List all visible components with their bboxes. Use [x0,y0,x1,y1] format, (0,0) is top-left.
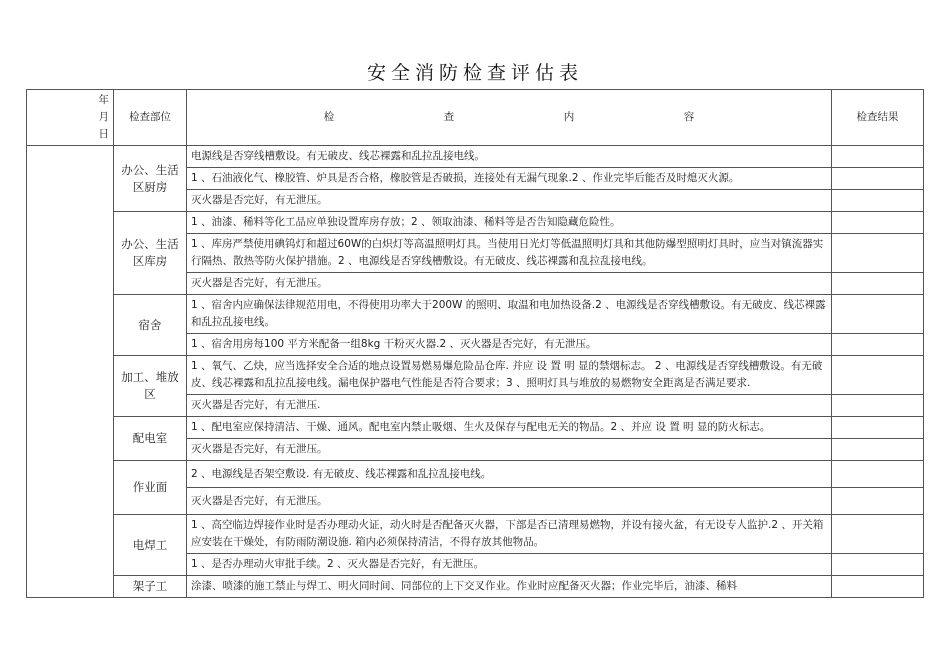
check-item: 1 、石油液化气、橡胶管、炉具是否合格，橡胶管是否破损，连接处有无漏气现象.2 、作业完毕后能否及时熄灭火源。 [187,168,832,190]
result-cell[interactable] [832,168,924,190]
result-header: 检查结果 [832,90,924,146]
result-cell[interactable] [832,334,924,356]
table-row [27,295,924,334]
dept-cell: 电焊工 [114,515,187,576]
result-cell[interactable] [832,576,924,598]
result-cell[interactable] [832,461,924,488]
check-item: 灭火器是否完好，有无泄压。 [187,488,832,515]
content-header: 检 查 内 容 [187,90,832,146]
result-cell[interactable] [832,212,924,234]
check-item: 涂漆、喷漆的施工禁止与焊工、明火同时间、同部位的上下交叉作业。作业时应配备灭火器；作业完毕后，油漆、稀料 [187,576,832,598]
result-cell[interactable] [832,439,924,461]
dept-cell: 办公、生活区库房 [114,212,187,295]
table-row [27,576,924,598]
inspection-table [26,89,924,598]
date-header [27,90,114,146]
check-item: 1 、是否办理动火审批手续。2 、灭火器是否完好，有无泄压。 [187,554,832,576]
dept-header: 检查部位 [114,90,187,146]
month-label: 月 [98,111,109,123]
result-cell[interactable] [832,515,924,554]
result-cell[interactable] [832,356,924,395]
check-item: 1 、配电室应保持清洁、干燥、通风。配电室内禁止吸烟、生火及保存与配电无关的物品。2 、并应 设 置 明 显的防火标志。 [187,417,832,439]
table-row [27,417,924,439]
dept-cell: 架子工 [114,576,187,598]
table-row [27,461,924,488]
result-cell[interactable] [832,190,924,212]
result-cell[interactable] [832,417,924,439]
result-cell[interactable] [832,554,924,576]
check-item: 灭火器是否完好，有无泄压。 [187,273,832,295]
dept-cell: 办公、生活区厨房 [114,146,187,212]
check-item: 电源线是否穿线槽敷设。有无破皮、线芯裸露和乱拉乱接电线。 [187,146,832,168]
header-row [27,90,924,146]
check-item: 1 、氧气、乙炔，应当选择安全合适的地点设置易燃易爆危险品仓库. 并应 设 置 明 显的禁烟标志。 2 、电源线是否穿线槽敷设。有无破皮、线芯裸露和乱拉乱接电线。漏电保护器电气性能是否符合要求；3 、照明灯具与堆放的易燃物安全距离是否满足要求. [187,356,832,395]
page-title: 安全消防检查评估表 [366,62,583,84]
result-cell[interactable] [832,146,924,168]
dept-cell: 配电室 [114,417,187,461]
date-cell[interactable] [27,146,114,598]
check-item: 1 、宿舍用房每100 平方米配备一组8kg 干粉灭火器.2 、灭火器是否完好，有无泄压。 [187,334,832,356]
dept-cell: 加工、堆放区 [114,356,187,417]
table-row [27,146,924,168]
table-row [27,212,924,234]
result-cell[interactable] [832,234,924,273]
year-label: 年 [98,94,109,106]
check-item: 1 、宿舍内应确保法律规范用电，不得使用功率大于200W 的照明、取温和电加热设备.2 、电源线是否穿线槽敷设。有无破皮、线芯裸露和乱拉乱接电线。 [187,295,832,334]
dept-cell: 宿舍 [114,295,187,356]
check-item: 灭火器是否完好，有无泄压. [187,395,832,417]
result-cell[interactable] [832,273,924,295]
check-item: 灭火器是否完好，有无泄压。 [187,190,832,212]
result-cell[interactable] [832,295,924,334]
dept-cell: 作业面 [114,461,187,515]
day-label: 日 [98,128,109,140]
table-row [27,356,924,395]
result-cell[interactable] [832,395,924,417]
check-item: 2 、电源线是否架空敷设. 有无破皮、线芯裸露和乱拉乱接电线。 [187,461,832,488]
check-item: 1 、库房严禁使用碘钨灯和超过60W的白炽灯等高温照明灯具。当使用日光灯等低温照明灯具和其他防爆型照明灯具时，应当对镇流器实行隔热、散热等防火保护措施。2 、电源线是否穿线槽敷设。有无破皮、线芯裸露和乱拉乱接电线。 [187,234,832,273]
check-item: 灭火器是否完好，有无泄压。 [187,439,832,461]
table-row [27,515,924,554]
result-cell[interactable] [832,488,924,515]
check-item: 1 、高空临边焊接作业时是否办理动火证，动火时是否配备灭火器，下部是否已清理易燃物，并设有接火盆，有无设专人监护.2 、开关箱应安装在干燥处，有防雨防潮设施. 箱内必须保持清洁，不得存放其他物品。 [187,515,832,554]
check-item: 1 、油漆、稀料等化工品应单独设置库房存放；2 、领取油漆、稀料等是否告知隐藏危险性。 [187,212,832,234]
